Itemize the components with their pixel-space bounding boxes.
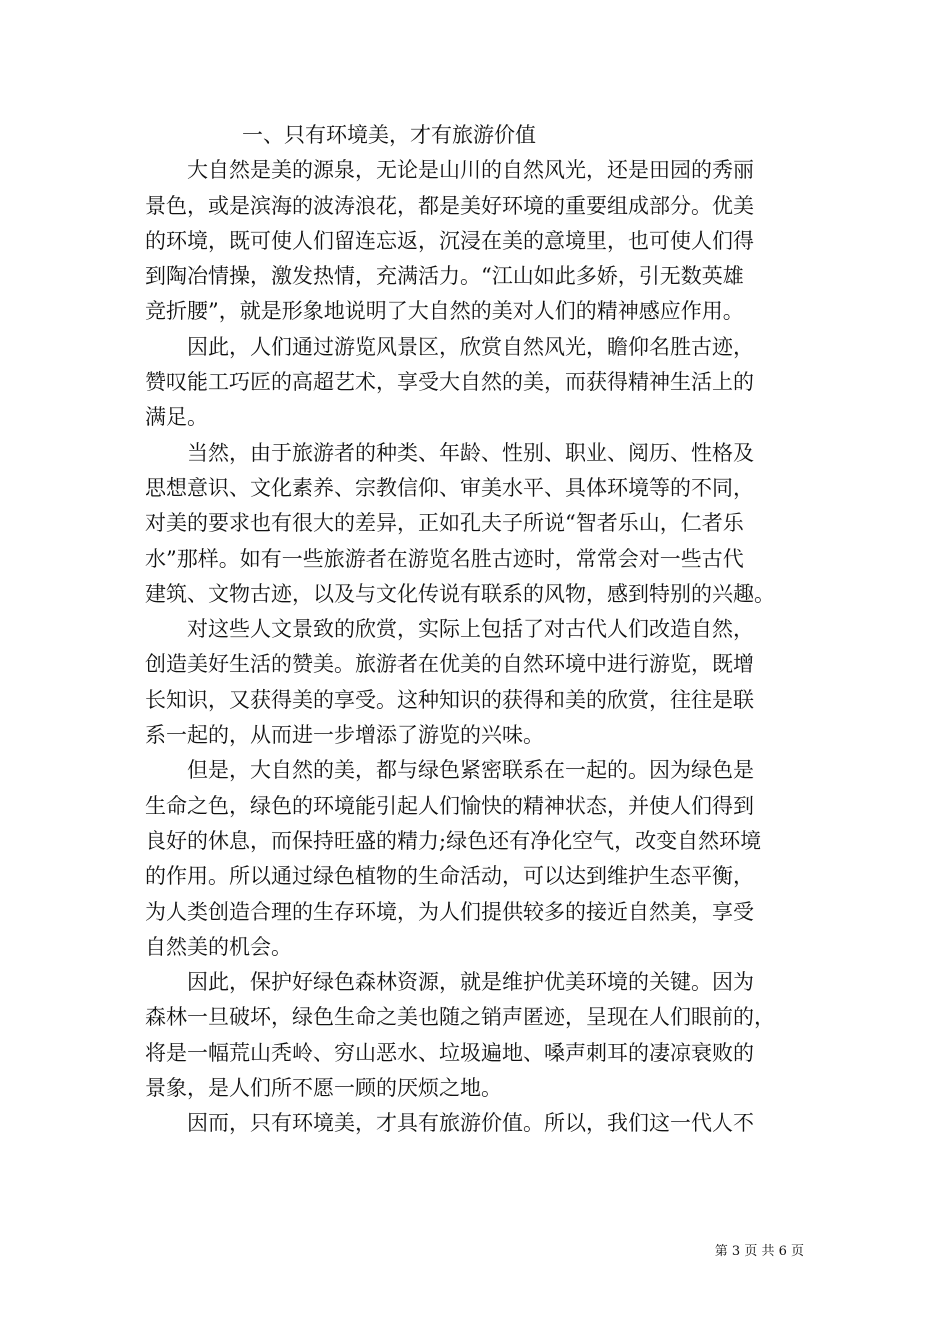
paragraph-line: 景色，或是滨海的波涛浪花，都是美好环境的重要组成部分。优美 — [145, 193, 754, 218]
paragraph-line: 对美的要求也有很大的差异，正如孔夫子所说“智者乐山，仁者乐 — [145, 511, 744, 536]
paragraph — [145, 612, 810, 753]
paragraph — [145, 753, 810, 965]
paragraph-line: 生命之色，绿色的环境能引起人们愉快的精神状态，并使人们得到 — [145, 793, 754, 818]
paragraph-line: 长知识，又获得美的享受。这种知识的获得和美的欣赏，往往是联 — [145, 687, 754, 712]
paragraph-line: 将是一幅荒山秃岭、穷山恶水、垃圾遍地、嗓声刺耳的凄凉衰败的 — [145, 1040, 754, 1065]
paragraph-line: 当然，由于旅游者的种类、年龄、性别、职业、阅历、性格及 — [187, 440, 754, 465]
paragraph — [145, 436, 810, 612]
paragraph-line: 对这些人文景致的欣赏，实际上包括了对古代人们改造自然， — [187, 617, 754, 642]
paragraph-line: 景象，是人们所不愿一顾的厌烦之地。 — [145, 1076, 502, 1101]
paragraph-line: 大自然是美的源泉，无论是山川的自然风光，还是田园的秀丽 — [187, 158, 754, 183]
paragraph-line: 的作用。所以通过绿色植物的生命活动，可以达到维护生态平衡， — [145, 864, 754, 889]
paragraph-line: 创造美好生活的赞美。旅游者在优美的自然环境中进行游览，既增 — [145, 652, 754, 677]
paragraph-line: 因此，人们通过游览风景区，欣赏自然风光，瞻仰名胜古迹， — [187, 334, 754, 359]
paragraph-line: 竞折腰”，就是形象地说明了大自然的美对人们的精神感应作用。 — [145, 299, 744, 324]
document-body — [145, 118, 810, 1142]
paragraph-line: 满足。 — [145, 405, 208, 430]
paragraph-line: 因此，保护好绿色森林资源，就是维护优美环境的关键。因为 — [187, 970, 754, 995]
paragraph-line: 为人类创造合理的生存环境，为人们提供较多的接近自然美，享受 — [145, 899, 754, 924]
paragraph-line: 因而，只有环境美，才具有旅游价值。所以，我们这一代人不 — [187, 1111, 754, 1136]
paragraph — [145, 330, 810, 436]
paragraph-line: 良好的休息，而保持旺盛的精力;绿色还有净化空气，改变自然环境 — [145, 828, 762, 853]
paragraph-line: 的环境，既可使人们留连忘返，沉浸在美的意境里，也可使人们得 — [145, 228, 754, 253]
paragraph-line: 自然美的机会。 — [145, 934, 292, 959]
paragraph-line: 建筑、文物古迹，以及与文化传说有联系的风物，感到特别的兴趣。 — [145, 581, 775, 606]
paragraph — [145, 1106, 810, 1141]
paragraph-line: 森林一旦破坏，绿色生命之美也随之销声匿迹，呈现在人们眼前的， — [145, 1005, 775, 1030]
paragraph — [145, 965, 810, 1106]
section-heading: 一、只有环境美，才有旅游价值 — [242, 123, 536, 147]
paragraph-list — [145, 153, 810, 1141]
paragraph-line: 赞叹能工巧匠的高超艺术，享受大自然的美，而获得精神生活上的 — [145, 370, 754, 395]
paragraph-line: 思想意识、文化素养、宗教信仰、审美水平、具体环境等的不同， — [145, 475, 754, 500]
paragraph-line: 水”那样。如有一些旅游者在游览名胜古迹时，常常会对一些古代 — [145, 546, 744, 571]
paragraph-line: 到陶冶情操，激发热情，充满活力。“江山如此多娇，引无数英雄 — [145, 264, 744, 289]
page-number-footer: 第 3 页 共 6 页 — [714, 1244, 804, 1259]
paragraph — [145, 153, 810, 329]
paragraph-line: 系一起的，从而进一步增添了游览的兴味。 — [145, 723, 544, 748]
paragraph-line: 但是，大自然的美，都与绿色紧密联系在一起的。因为绿色是 — [187, 758, 754, 783]
